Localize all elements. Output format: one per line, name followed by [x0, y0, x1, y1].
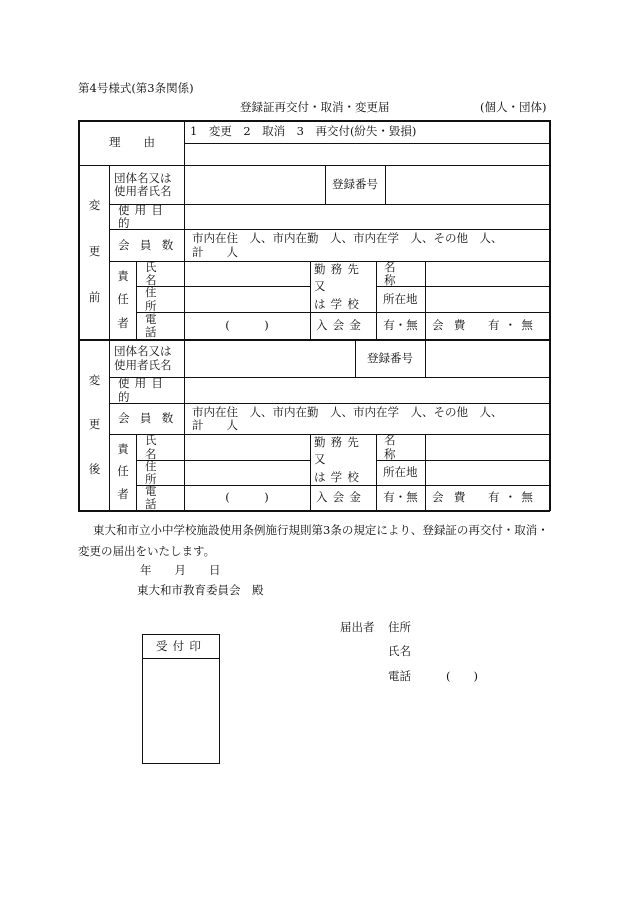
applicant-label: 届出者: [340, 620, 375, 634]
applicant-phone-label: 電話: [388, 669, 411, 683]
after-section-label: 変 更 後: [88, 372, 101, 477]
reception-stamp-box: [142, 634, 220, 764]
after-org-name-label: 団体名又は 使用者氏名: [114, 344, 172, 372]
before-org-name-label: 団体名又は 使用者氏名: [114, 170, 172, 198]
before-address-field[interactable]: [186, 287, 310, 312]
before-purpose-label: 使用目的: [118, 202, 169, 230]
before-members-field[interactable]: 市内在住 人、市内在勤 人、市内在学 人、その他 人、 計 人: [192, 231, 503, 259]
reason-label: 理 由: [109, 135, 155, 150]
after-name-label: 氏名: [145, 433, 167, 461]
before-work-name-label: 名称: [384, 259, 406, 287]
after-reg-no-field[interactable]: [426, 340, 548, 377]
form-number: 第4号様式(第3条関係): [78, 81, 194, 95]
after-purpose-field[interactable]: [186, 378, 548, 403]
before-work-label: 勤務先又 は学校: [314, 262, 365, 311]
before-name-label: 氏名: [145, 259, 167, 287]
after-members-field[interactable]: 市内在住 人、市内在勤 人、市内在学 人、その他 人、 計 人: [192, 404, 503, 432]
before-name-field[interactable]: [186, 262, 310, 286]
after-reg-no-label: 登録番号: [367, 350, 413, 365]
after-phone-field[interactable]: ( ): [225, 490, 269, 505]
after-work-name-field[interactable]: [426, 435, 548, 460]
before-work-addr-label: 所在地: [383, 291, 418, 306]
applicant-phone-field[interactable]: ( ): [446, 669, 478, 683]
after-work-label: 勤務先又 は学校: [314, 435, 365, 484]
form-type: (個人・団体): [480, 100, 547, 114]
after-name-field[interactable]: [186, 435, 310, 460]
applicant-name-label: 氏名: [388, 644, 411, 658]
after-address-label: 住所: [145, 458, 167, 486]
reason-options[interactable]: 1 変更 2 取消 3 再交付(紛失・毀損): [190, 124, 417, 139]
after-phone-label: 電話: [145, 483, 167, 511]
statement-line-2: 変更の届出をいたします。: [78, 544, 216, 558]
after-fee-label: 会費: [432, 490, 476, 505]
before-org-name-field[interactable]: [186, 166, 325, 204]
addressee: 東大和市教育委員会 殿: [137, 583, 264, 597]
reason-detail-field[interactable]: [186, 144, 548, 165]
after-org-name-field[interactable]: [186, 340, 355, 377]
after-fee-options[interactable]: 有・無: [488, 490, 539, 505]
before-responsible-label: 責 任 者: [117, 269, 129, 330]
after-purpose-label: 使用目的: [118, 376, 169, 404]
before-phone-label: 電話: [145, 311, 167, 339]
before-purpose-field[interactable]: [186, 205, 548, 229]
after-work-addr-field[interactable]: [426, 461, 548, 485]
after-work-name-label: 名称: [384, 433, 406, 461]
after-work-addr-label: 所在地: [383, 465, 418, 480]
before-work-addr-field[interactable]: [426, 287, 548, 312]
reception-label: 受付印: [143, 635, 219, 659]
applicant-address-label: 住所: [388, 620, 411, 634]
before-reg-no-field[interactable]: [386, 166, 548, 204]
before-phone-field[interactable]: ( ): [225, 318, 269, 333]
before-work-name-field[interactable]: [426, 262, 548, 286]
before-section-label: 変 更 前: [88, 198, 101, 305]
before-entry-fee-label: 入会金: [316, 318, 367, 333]
after-responsible-label: 責 任 者: [117, 441, 129, 502]
statement-line-1: 東大和市立小中学校施設使用条例施行規則第3条の規定により、登録証の再交付・取消・: [93, 523, 549, 537]
before-fee-options[interactable]: 有・無: [488, 318, 539, 333]
before-members-label: 会員数: [118, 237, 184, 252]
before-reg-no-label: 登録番号: [332, 177, 378, 192]
before-entry-fee-options[interactable]: 有・無: [383, 318, 418, 333]
form-title: 登録証再交付・取消・変更届: [240, 100, 390, 114]
after-entry-fee-label: 入会金: [316, 490, 367, 505]
after-address-field[interactable]: [186, 461, 310, 485]
before-fee-label: 会費: [432, 318, 476, 333]
after-members-label: 会員数: [118, 411, 184, 426]
before-address-label: 住所: [145, 285, 167, 313]
date-line[interactable]: 年 月 日: [140, 563, 221, 577]
after-entry-fee-options[interactable]: 有・無: [383, 490, 418, 505]
